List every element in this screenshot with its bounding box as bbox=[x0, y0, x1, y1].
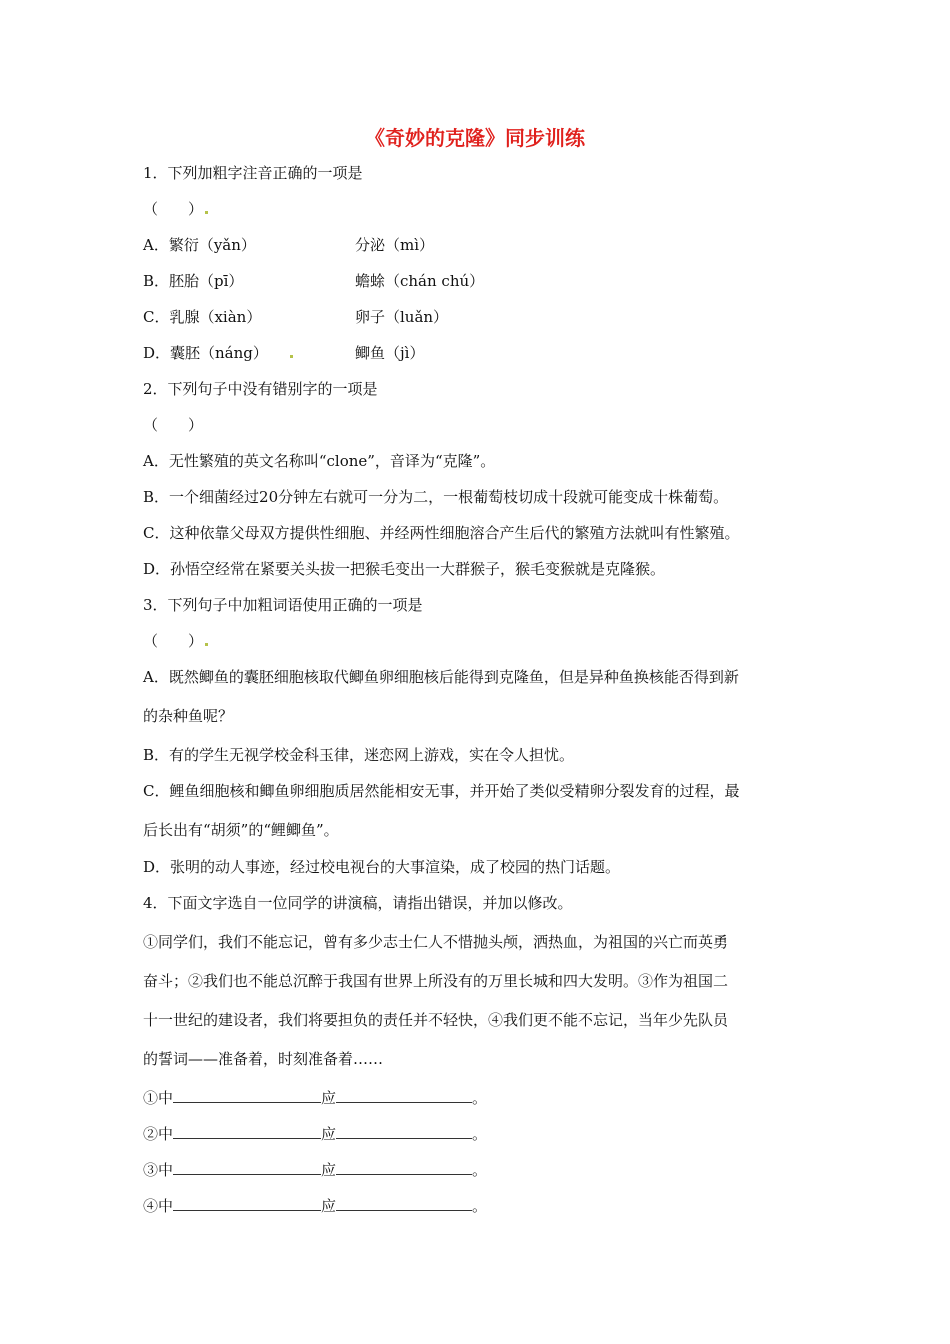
answer-row-2: ②中 应 。 bbox=[143, 1125, 488, 1143]
question-4-stem: 4．下面文字选自一位同学的讲演稿，请指出错误，并加以修改。 bbox=[143, 894, 573, 912]
answer-row-1: ①中 应 。 bbox=[143, 1089, 488, 1107]
option-2b: B．一个细菌经过20分钟左右就可一分为二，一根葡萄枝切成十段就可能变成十株葡萄。 bbox=[143, 488, 729, 506]
question-2-stem: 2．下列句子中没有错别字的一项是 bbox=[143, 380, 378, 398]
option-3a: A．既然鲫鱼的囊胚细胞核取代鲫鱼卵细胞核后能得到克隆鱼，但是异种鱼换核能否得到新 bbox=[143, 668, 739, 686]
option-3c-cont: 后长出有“胡须”的“鲤鲫鱼”。 bbox=[143, 821, 339, 839]
answer-blank-1b[interactable] bbox=[336, 1088, 472, 1103]
answer-blank-4a[interactable] bbox=[173, 1196, 321, 1211]
page-title: 《奇妙的克隆》同步训练 bbox=[365, 126, 585, 150]
passage-line-4: 的誓词——准备着，时刻准备着…… bbox=[143, 1050, 384, 1068]
answer-blank-2a[interactable] bbox=[173, 1124, 321, 1139]
answer-blank-3a[interactable] bbox=[173, 1160, 321, 1175]
question-3-paren: （ ） bbox=[143, 631, 208, 651]
option-1d: D．囊胚（náng） bbox=[143, 343, 293, 363]
answer-blank-3b[interactable] bbox=[336, 1160, 472, 1175]
option-1a: A．繁衍（yǎn） bbox=[143, 236, 256, 254]
option-1b: B．胚胎（pī） bbox=[143, 272, 244, 290]
option-1c-right: 卵子（luǎn） bbox=[355, 308, 449, 326]
answer-row-3: ③中 应 。 bbox=[143, 1161, 488, 1179]
option-3c: C．鲤鱼细胞核和鲫鱼卵细胞质居然能相安无事，并开始了类似受精卵分裂发育的过程，最 bbox=[143, 782, 740, 800]
passage-line-3: 十一世纪的建设者，我们将要担负的责任并不轻快，④我们更不能不忘记，当年少先队员 bbox=[143, 1011, 729, 1029]
option-2c: C．这种依靠父母双方提供性细胞、并经两性细胞溶合产生后代的繁殖方法就叫有性繁殖。 bbox=[143, 524, 740, 542]
question-1-stem: 1．下列加粗字注音正确的一项是 bbox=[143, 164, 363, 182]
passage-line-1: ①同学们，我们不能忘记，曾有多少志士仁人不惜抛头颅，洒热血，为祖国的兴亡而英勇 bbox=[143, 933, 729, 951]
option-3a-cont: 的杂种鱼呢？ bbox=[143, 707, 234, 725]
answer-blank-1a[interactable] bbox=[173, 1088, 321, 1103]
option-3b: B．有的学生无视学校金科玉律，迷恋网上游戏，实在令人担忧。 bbox=[143, 746, 575, 764]
answer-row-4: ④中 应 。 bbox=[143, 1197, 488, 1215]
option-3d: D．张明的动人事迹，经过校电视台的大事渲染，成了校园的热门话题。 bbox=[143, 858, 621, 876]
option-1c: C．乳腺（xiàn） bbox=[143, 308, 262, 326]
answer-blank-4b[interactable] bbox=[336, 1196, 472, 1211]
question-2-paren: （ ） bbox=[143, 416, 204, 434]
answer-blank-2b[interactable] bbox=[336, 1124, 472, 1139]
option-1a-right: 分泌（mì） bbox=[355, 236, 435, 254]
passage-line-2: 奋斗；②我们也不能总沉醉于我国有世界上所没有的万里长城和四大发明。③作为祖国二 bbox=[143, 972, 729, 990]
option-2d: D．孙悟空经常在紧要关头拔一把猴毛变出一大群猴子，猴毛变猴就是克隆猴。 bbox=[143, 560, 666, 578]
option-1d-right: 鲫鱼（jì） bbox=[355, 344, 425, 362]
option-1b-right: 蟾蜍（chán chú） bbox=[355, 272, 485, 290]
question-3-stem: 3．下列句子中加粗词语使用正确的一项是 bbox=[143, 596, 423, 614]
question-1-paren: （ ） bbox=[143, 199, 208, 219]
option-2a: A．无性繁殖的英文名称叫“clone”，音译为“克隆”。 bbox=[143, 452, 496, 470]
